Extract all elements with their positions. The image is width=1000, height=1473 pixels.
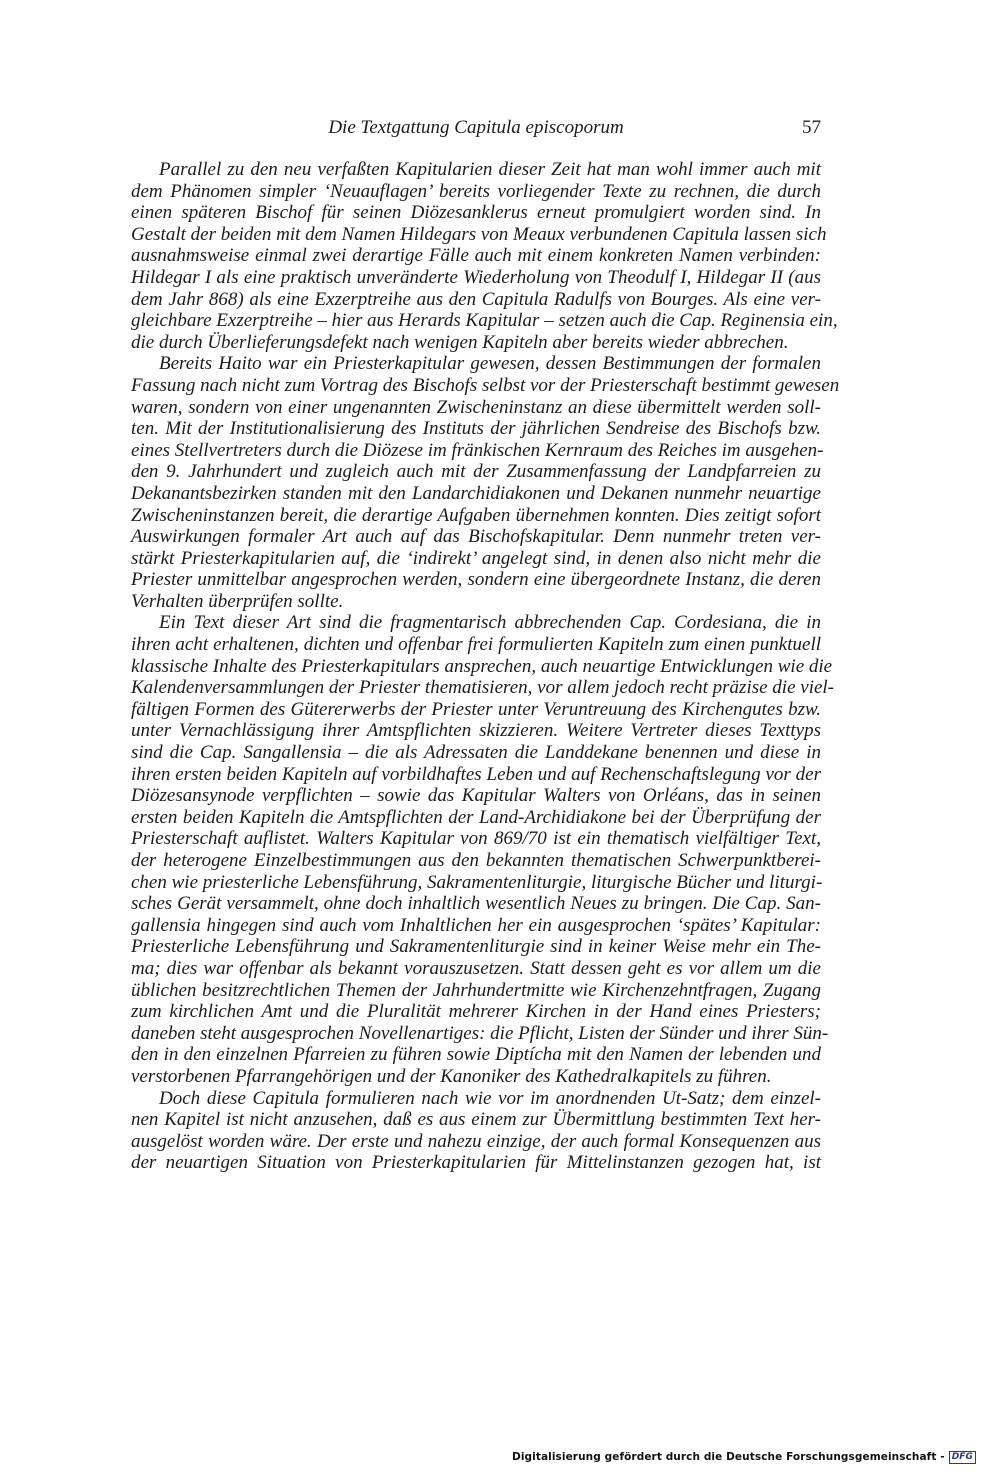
text-line: Priester unmittelbar angesprochen werden, sondern eine übergeordnete Instanz, die deren <box>131 569 821 591</box>
text-line: Bereits Haito war ein Priesterkapitular gewesen, dessen Bestimmungen der formalen <box>159 353 821 375</box>
paragraph <box>131 1088 821 1174</box>
text-line: Priesterliche Lebensführung und Sakramentenliturgie sind in keiner Weise mehr ein The- <box>131 936 821 958</box>
text-line: Verhalten überprüfen sollte. <box>131 590 344 612</box>
running-title: Die Textgattung Capitula episcoporum <box>328 117 624 138</box>
text-line: dem Phänomen simpler ‘Neuauflagen’ bereits vorliegender Texte zu rechnen, die durch <box>131 180 821 202</box>
text-line: sind die Cap. Sangallensia – die als Adressaten die Landdekane benennen und diese in <box>131 742 821 764</box>
text-line: gallensia hingegen sind auch vom Inhaltlichen her ein ausgesprochen ‘spätes’ Kapitular: <box>131 914 821 936</box>
body-text <box>131 159 840 1174</box>
text-line: Gestalt der beiden mit dem Namen Hildegars von Meaux verbundenen Capitula lassen sich <box>131 223 827 245</box>
text-line: Priesterschaft auflistet. Walters Kapitular von 869/70 ist ein thematisch vielfältiger Text, <box>131 828 821 850</box>
text-line: daneben steht ausgesprochen Novellenartiges: die Pflicht, Listen der Sünder und ihrer Sün- <box>131 1022 829 1044</box>
text-line: eines Stellvertreters durch die Diözese im fränkischen Kernraum des Reiches im ausgehen- <box>131 439 824 461</box>
text-line: die durch Überlieferungsdefekt nach wenigen Kapiteln aber bereits wieder abbrechen. <box>131 331 789 353</box>
text-line: verstorbenen Pfarrangehörigen und der Kanoniker des Kathedralkapitels zu führen. <box>131 1065 772 1087</box>
text-line: ten. Mit der Institutionalisierung des Instituts der jährlichen Sendreise des Bischofs bzw. <box>131 418 821 440</box>
text-line: unter Vernachlässigung ihrer Amtspflichten skizzieren. Weitere Vertreter dieses Texttyps <box>131 720 821 742</box>
text-line: Kalendenversammlungen der Priester thematisieren, vor allem jedoch recht präzise die viel- <box>131 677 835 699</box>
text-line: einen späteren Bischof für seinen Diözesanklerus erneut promulgiert worden sind. In <box>131 202 821 224</box>
page-number: 57 <box>802 117 821 138</box>
text-line: zum kirchlichen Amt und die Pluralität mehrerer Kirchen in der Hand eines Priesters; <box>131 1001 821 1023</box>
text-line: dem Jahr 868) als eine Exzerptreihe aus den Capitula Radulfs von Bourges. Als eine ver- <box>131 288 821 310</box>
text-line: den 9. Jahrhundert und zugleich auch mit der Zusammenfassung der Landpfarreien zu <box>131 461 821 483</box>
text-line: chen wie priesterliche Lebensführung, Sakramentenliturgie, liturgische Bücher und liturgi- <box>131 871 823 893</box>
text-line: Diözesansynode verpflichten – sowie das Kapitular Walters von Orléans, das in seinen <box>131 785 821 807</box>
text-line: sches Gerät versammelt, ohne doch inhaltlich wesentlich Neues zu bringen. Die Cap. San- <box>131 893 821 915</box>
dfg-logo: DFG <box>949 1451 976 1464</box>
text-line: nen Kapitel ist nicht anzusehen, daß es aus einem zur Übermittlung bestimmten Text her- <box>131 1109 821 1131</box>
text-line: der heterogene Einzelbestimmungen aus den bekannten thematischen Schwerpunktberei- <box>131 850 821 871</box>
text-line: ihren ersten beiden Kapiteln auf vorbildhaftes Leben und auf Rechenschaftslegung vor der <box>131 763 821 785</box>
text-line: Fassung nach nicht zum Vortrag des Bischofs selbst vor der Priesterschaft bestimmt gewesen <box>131 374 840 396</box>
text-line: stärkt Priesterkapitularien auf, die ‘indirekt’ angelegt sind, in denen also nicht mehr die <box>131 547 821 569</box>
text-line: Dekanantsbezirken standen mit den Landarchidiakonen und Dekanen nunmehr neuartige <box>131 482 821 504</box>
text-line: Parallel zu den neu verfaßten Kapitularien dieser Zeit hat man wohl immer auch mit <box>159 159 821 180</box>
text-line: ausgelöst worden wäre. Der erste und nahezu einzige, der auch formal Konsequenzen aus <box>131 1130 821 1152</box>
text-line: ersten beiden Kapiteln die Amtspflichten der Land-Archidiakone bei der Überprüfung der <box>131 806 821 828</box>
text-line: der neuartigen Situation von Priesterkapitularien für Mittelinstanzen gezogen hat, ist <box>131 1152 821 1174</box>
running-head <box>131 115 821 141</box>
text-line: üblichen besitzrechtlichen Themen der Jahrhundertmitte wie Kirchenzehntfragen, Zugang <box>131 979 821 1001</box>
paragraph <box>131 159 838 353</box>
credit-text: Digitalisierung gefördert durch die Deutsche Forschungsgemeinschaft - <box>512 1451 945 1463</box>
text-line: fältigen Formen des Gütererwerbs der Priester unter Veruntreuung des Kirchengutes bzw. <box>131 698 821 720</box>
paragraph <box>131 612 835 1087</box>
text-line: ausnahmsweise einmal zwei derartige Fälle auch mit einem konkreten Namen verbinden: <box>131 245 821 267</box>
text-line: klassische Inhalte des Priesterkapitulars ansprechen, auch neuartige Entwicklungen wie die <box>131 655 833 677</box>
text-line: ma; dies war offenbar als bekannt vorauszusetzen. Statt dessen geht es vor allem um die <box>131 957 821 979</box>
text-line: Ein Text dieser Art sind die fragmentarisch abbrechenden Cap. Cordesiana, die in <box>159 612 821 634</box>
digitization-credit <box>512 1449 976 1465</box>
text-line: den in den einzelnen Pfarreien zu führen sowie Diptícha mit den Namen der lebenden und <box>131 1044 821 1066</box>
text-line: waren, sondern von einer ungenannten Zwischeninstanz an diese übermittelt werden soll- <box>131 396 821 418</box>
text-line: gleichbare Exzerptreihe – hier aus Herards Kapitular – setzen auch die Cap. Reginensia ein, <box>131 310 838 332</box>
text-line: Zwischeninstanzen bereit, die derartige Aufgaben übernehmen konnten. Dies zeitigt sofort <box>131 504 821 526</box>
text-line: Doch diese Capitula formulieren nach wie vor im anordnenden Ut-Satz; dem einzel- <box>159 1087 821 1109</box>
paragraph <box>131 353 840 612</box>
text-line: ihren acht erhaltenen, dichten und offenbar frei formulierten Kapiteln zum einen punktuell <box>131 634 821 656</box>
text-line: Auswirkungen formaler Art auch auf das Bischofskapitular. Denn nunmehr treten ver- <box>131 526 821 548</box>
text-line: Hildegar I als eine praktisch unveränderte Wiederholung von Theodulf I, Hildegar II (aus <box>131 266 821 288</box>
